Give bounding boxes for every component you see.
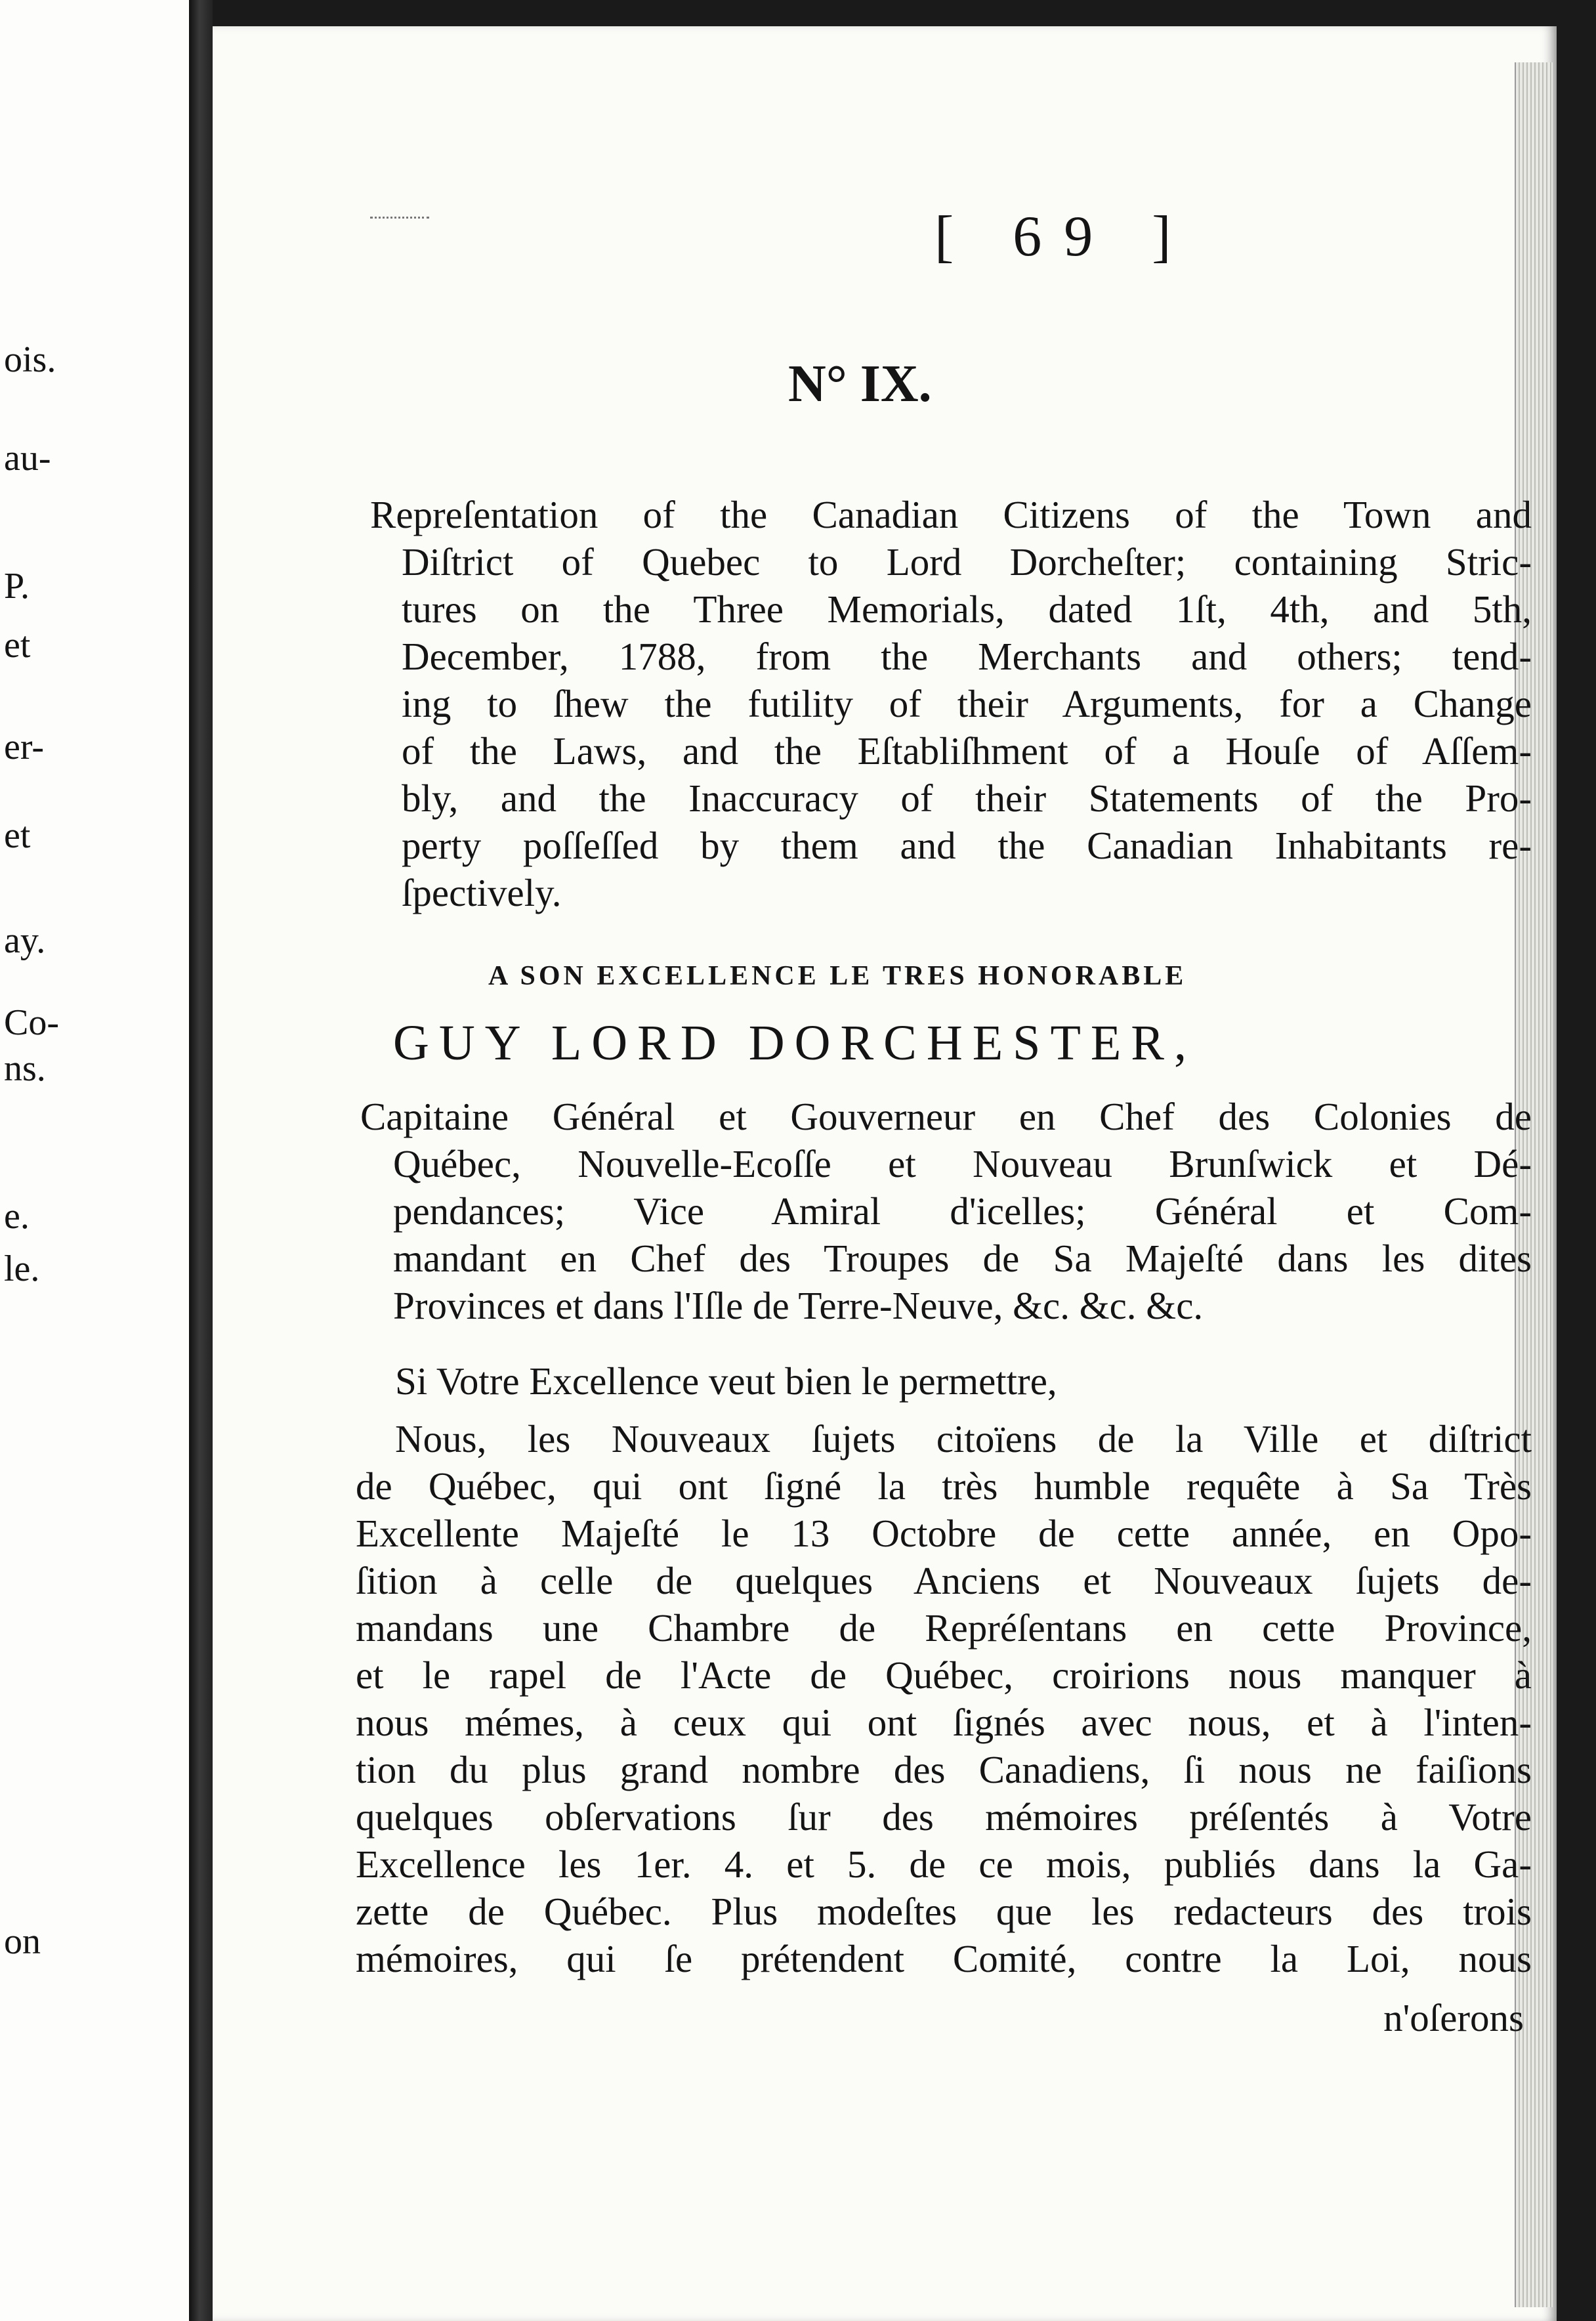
title-line: Provinces et dans l'Iſle de Terre-Neuve, &c. &c. &c. [393,1284,1204,1327]
left-page-fragment: ay. [4,920,46,961]
summary-line: bly, and the Inaccuracy of their Statements of the Pro- [402,777,1532,820]
left-page-fragment: P. [4,566,30,607]
summary-line: Diſtrict of Quebec to Lord Dorcheſter; containing Stric- [402,540,1532,584]
left-page-fragment: et [4,625,31,666]
title-line: Capitaine Général et Gouverneur en Chef des Colonies de [360,1095,1532,1138]
ink-mark [370,217,429,223]
body-line: Excellence les 1er. 4. et 5. de ce mois, publiés dans la Ga- [356,1842,1532,1886]
catchword: n'oſerons [1383,1996,1524,2039]
body-line: de Québec, qui ont ſigné la très humble requête à Sa Très [356,1464,1532,1508]
body-line: ſition à celle de quelques Anciens et Nouveaux ſujets de- [356,1559,1532,1602]
left-page-fragment: on [4,1921,41,1962]
title-line: Québec, Nouvelle-Ecoſſe et Nouveau Brunſwick et Dé- [393,1142,1532,1185]
body-line: et le rapel de l'Acte de Québec, croirions nous manquer à [356,1653,1532,1697]
previous-page-strip [0,0,189,2321]
body-line: zette de Québec. Plus modeſtes que les redacteurs des trois [356,1890,1532,1933]
summary-line: December, 1788, from the Merchants and others; tend- [402,635,1532,678]
body-line: mandans une Chambre de Repréſentans en cette Province, [356,1606,1532,1650]
body-line: quelques obſervations ſur des mémoires préſentés à Votre [356,1795,1532,1839]
recipient-name: GUY LORD DORCHESTER, [393,1015,1196,1071]
book-page [213,26,1557,2321]
summary-line: perty poſſeſſed by them and the Canadian Inhabitants re- [402,824,1532,867]
left-page-fragment: ns. [4,1048,46,1089]
body-line: nous mémes, à ceux qui ont ſignés avec nous, et à l'inten- [356,1701,1532,1744]
address-line: A SON EXCELLENCE LE TRES HONORABLE [488,961,1187,991]
page-number: [ 69 ] [934,205,1194,268]
summary-line: ing to ſhew the futility of their Arguments, for a Change [402,682,1532,725]
summary-line: of the Laws, and the Eſtabliſhment of a Houſe of Aſſem- [402,729,1532,773]
left-page-fragment: et [4,815,31,856]
body-line: tion du plus grand nombre des Canadiens, ſi nous ne faiſions [356,1748,1532,1791]
section-number: N° IX. [788,355,932,413]
title-line: pendances; Vice Amiral d'icelles; Général et Com- [393,1189,1532,1233]
left-page-fragment: Co- [4,1002,59,1043]
summary-line: Repreſentation of the Canadian Citizens of the Town and [370,493,1532,536]
summary-line: tures on the Three Memorials, dated 1ſt, 4th, and 5th, [402,587,1532,631]
left-page-fragment: ois. [4,339,56,380]
left-page-fragment: e. [4,1196,30,1237]
salutation: Si Votre Excellence veut bien le permettre, [395,1359,1057,1403]
body-line: Nous, les Nouveaux ſujets citoïens de la Ville et diſtrict [395,1417,1532,1460]
title-line: mandant en Chef des Troupes de Sa Majeſté dans les dites [393,1237,1532,1280]
left-page-fragment: le. [4,1248,40,1289]
left-page-fragment: er- [4,727,45,767]
summary-line: ſpectively. [402,871,562,914]
book-gutter [189,0,213,2321]
left-page-fragment: au- [4,438,51,479]
body-line: Excellente Majeſté le 13 Octobre de cette année, en Opo- [356,1512,1532,1555]
body-line: mémoires, qui ſe prétendent Comité, contre la Loi, nous [356,1937,1532,1980]
